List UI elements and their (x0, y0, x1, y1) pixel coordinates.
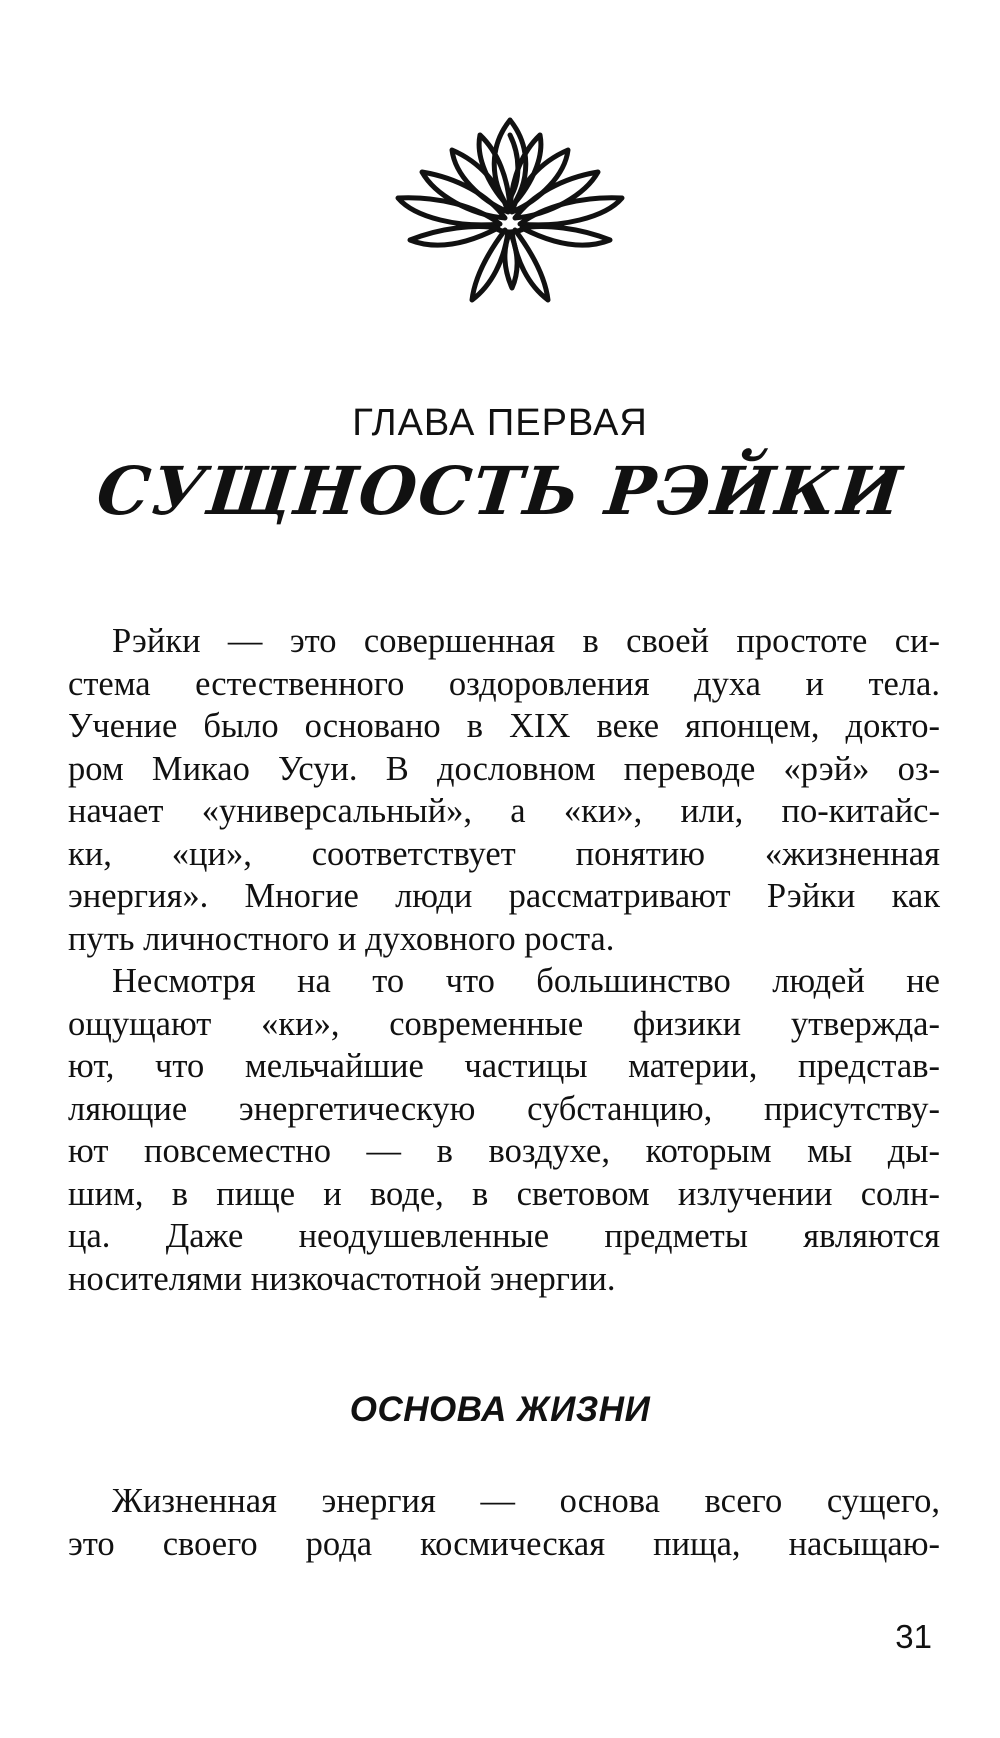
section-two-text (68, 1480, 940, 1565)
section-heading: ОСНОВА ЖИЗНИ (349, 1390, 651, 1429)
text-line: ки, «ци», соответствует понятию «жизненная (68, 834, 940, 873)
text-line: Учение было основано в XIX веке японцем, докто- (68, 707, 940, 745)
chapter-label: ГЛАВА ПЕРВАЯ (352, 402, 648, 444)
text-line: Жизненная энергия — основа всего сущего, (112, 1482, 940, 1520)
text-line: ром Микао Усуи. В дословном переводе «рэй» оз- (68, 749, 940, 788)
lotus-ornament-icon (380, 100, 640, 310)
text-line: ощущают «ки», современные физики утвержда- (68, 1004, 940, 1043)
text-line: это своего рода космическая пища, насыщаю- (68, 1524, 940, 1563)
chapter-title: СУЩНОСТЬ РЭЙКИ (93, 452, 907, 530)
text-line: ца. Даже неодушевленные предметы являются (68, 1217, 940, 1255)
text-line: Несмотря на то что большинство людей не (112, 962, 940, 1000)
text-line: ют повсеместно — в воздухе, которым мы ды- (68, 1132, 940, 1170)
text-line: Рэйки — это совершенная в своей простоте си- (112, 622, 940, 660)
text-line: стема естественного оздоровления духа и тела. (68, 664, 940, 703)
text-line: ляющие энергетическую субстанцию, присутству- (68, 1089, 940, 1128)
text-line: начает «универсальный», а «ки», или, по-китайс- (68, 792, 940, 830)
page-number: 31 (895, 1618, 932, 1655)
section-one-text (68, 620, 940, 1300)
text-line: энергия». Многие люди рассматривают Рэйки как (68, 877, 940, 915)
text-line: носителями низкочастотной энергии. (68, 1259, 616, 1298)
text-line: ют, что мельчайшие частицы материи, представ- (68, 1047, 940, 1085)
text-line: шим, в пище и воде, в световом излучении солн- (68, 1174, 940, 1213)
text-line: путь личностного и духовного роста. (68, 919, 615, 958)
